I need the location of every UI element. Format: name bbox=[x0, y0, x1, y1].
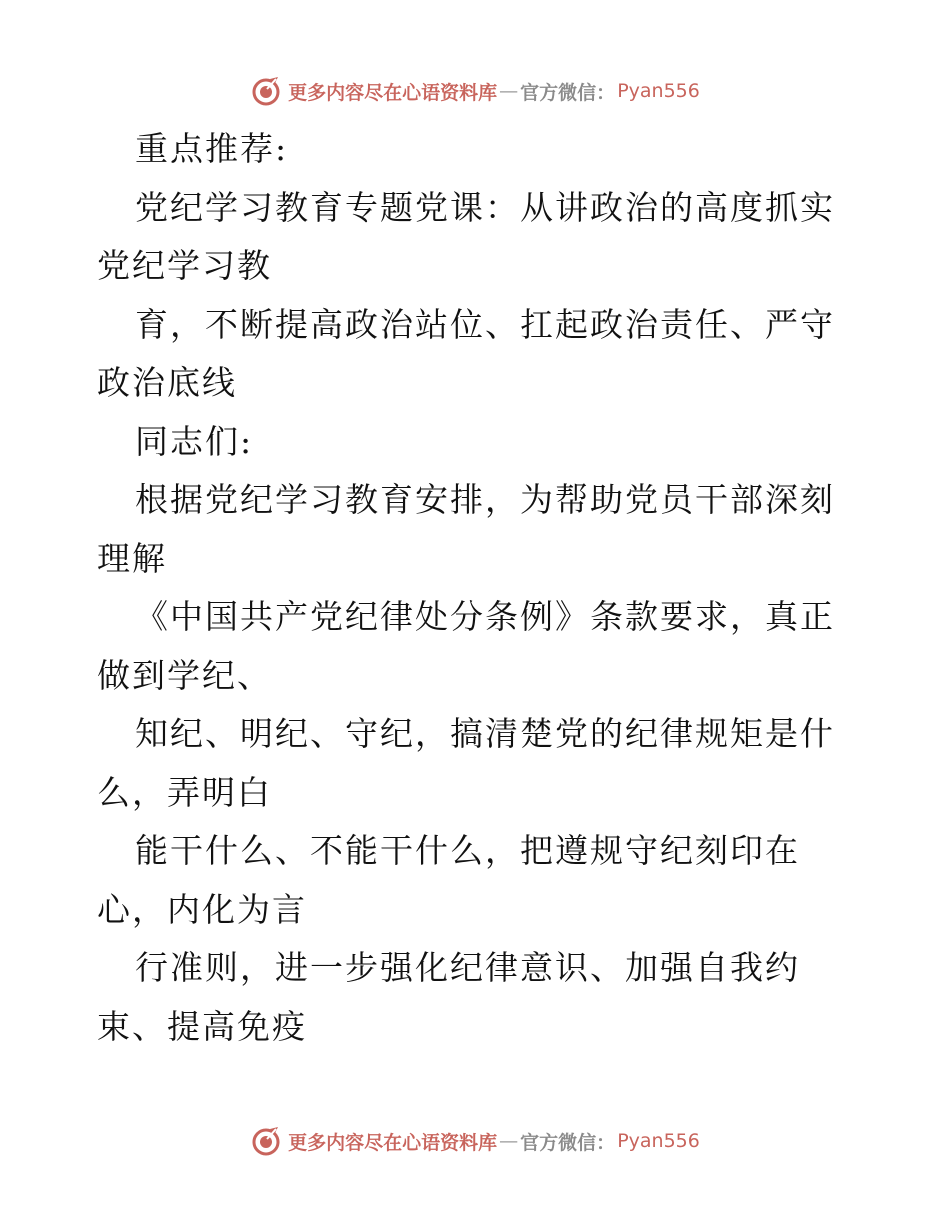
watermark-wechat-id: Pyan556 bbox=[617, 1130, 700, 1152]
watermark-wechat-label: 官方微信： bbox=[520, 81, 616, 104]
watermark-dash: — bbox=[499, 1130, 519, 1152]
watermark-brand-text: 更多内容尽在心语资料库 bbox=[288, 1131, 498, 1154]
watermark-brand-text: 更多内容尽在心语资料库 bbox=[288, 81, 498, 104]
watermark-wechat-label: 官方微信： bbox=[520, 1131, 616, 1154]
footer-watermark bbox=[0, 1121, 950, 1161]
paragraph-body-2: 《中国共产党纪律处分条例》条款要求，真正做到学纪、 bbox=[97, 597, 835, 695]
quill-pen-logo-icon bbox=[250, 1125, 282, 1157]
paragraph-body-4: 能干什么、不能干什么，把遵规守纪刻印在心，内化为言 bbox=[97, 831, 800, 929]
paragraph-heading-recommend: 重点推荐: bbox=[135, 129, 289, 168]
watermark-dash: — bbox=[499, 80, 519, 102]
paragraph-salutation: 同志们: bbox=[135, 421, 254, 461]
header-watermark bbox=[0, 71, 950, 111]
watermark-wechat-id: Pyan556 bbox=[617, 80, 700, 102]
paragraph-body-3: 知纪、明纪、守纪，搞清楚党的纪律规矩是什么，弄明白 bbox=[97, 714, 835, 812]
quill-pen-logo-icon bbox=[250, 75, 282, 107]
paragraph-body-1: 根据党纪学习教育安排，为帮助党员干部深刻理解 bbox=[97, 480, 835, 578]
paragraph-body-5: 行准则，进一步强化纪律意识、加强自我约束、提高免疫 bbox=[97, 948, 800, 1046]
paragraph-title-line-1: 党纪学习教育专题党课：从讲政治的高度抓实党纪学习教 bbox=[97, 187, 835, 285]
document-body bbox=[97, 120, 857, 1056]
paragraph-title-line-2: 育，不断提高政治站位、扛起政治责任、严守政治底线 bbox=[97, 304, 835, 402]
